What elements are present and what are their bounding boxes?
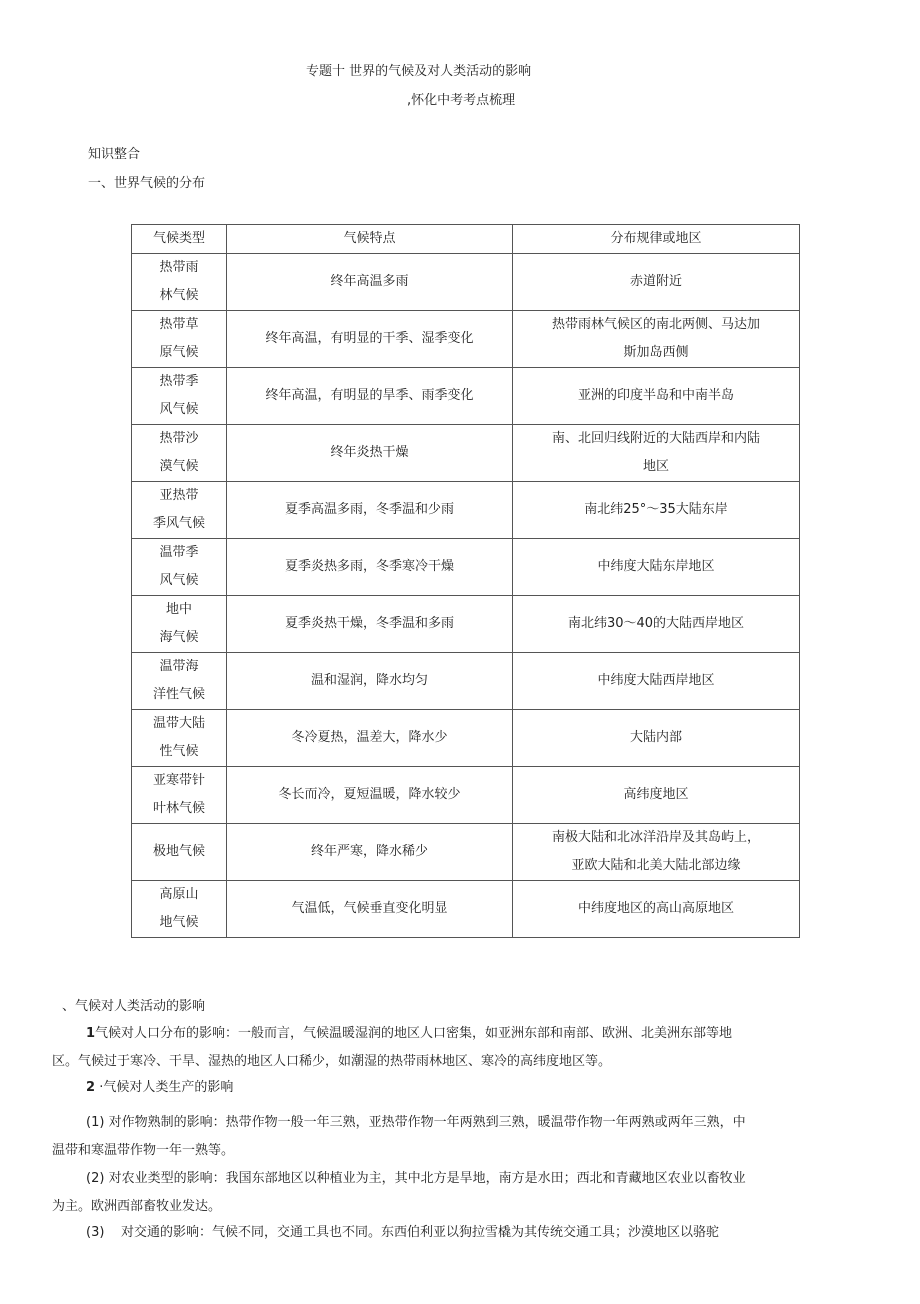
cell-text-line: 洋性气候 [152,687,205,702]
cell-text-line: 温和湿润，降水均匀 [310,673,428,688]
cell-text-line: 冬长而冷，夏短温暖，降水较少 [278,787,461,802]
cell-text-line: 终年高温，有明显的干季、湿季变化 [265,331,474,346]
header-cell-type: 气候类型 [132,225,227,254]
cell-text-line: 终年高温多雨 [330,274,409,289]
paragraph-text: 对作物熟制的影响：热带作物一般一年三熟，亚热带作物一年两熟到三熟，暖温带作物一年两熟或两年三熟，中温带和寒温带作物一年一熟等。 [52,1115,746,1158]
cell-text-line: 气温低，气候垂直变化明显 [291,901,448,916]
paragraph-number: (3) [86,1225,105,1240]
cell-text-line: 亚欧大陆和北美大陆北部边缘 [571,858,741,873]
cell-climate-feature [227,311,513,368]
cell-text-line: 赤道附近 [629,274,682,289]
cell-climate-type [132,254,227,311]
cell-climate-type [132,653,227,710]
cell-text-line: 热带草 [159,317,199,332]
cell-text-line: 中纬度大陆西岸地区 [597,673,715,688]
cell-text-line: 夏季炎热多雨，冬季寒冷干燥 [284,559,454,574]
cell-climate-region [513,368,800,425]
cell-text-line: 风气候 [159,402,199,417]
paragraph-population [52,1020,752,1076]
cell-climate-region [513,710,800,767]
paragraph-number: (1) [86,1115,105,1130]
section-heading-climate-distribution: 一、世界气候的分布 [88,176,206,191]
table-row [132,596,800,653]
cell-climate-region [513,824,800,881]
cell-text-line: 热带沙 [159,431,199,446]
table-row [132,881,800,938]
cell-climate-region [513,653,800,710]
cell-text-line: 性气候 [159,744,199,759]
cell-climate-type [132,881,227,938]
cell-text-line: 中纬度地区的高山高原地区 [577,901,734,916]
cell-text-line: 温带大陆 [152,716,205,731]
cell-climate-region [513,596,800,653]
cell-text-line: 热带雨 [159,260,199,275]
cell-text-line: 南北纬25°～35大陆东岸 [584,502,728,517]
table-row [132,482,800,539]
paragraph-text: 气候对人口分布的影响：一般而言，气候温暖湿润的地区人口密集，如亚洲东部和南部、欧洲、北美洲东部等地区。气候过于寒冷、干旱、湿热的地区人口稀少，如潮湿的热带雨林地区、寒冷的高纬度地区等。 [52,1026,733,1069]
cell-text-line: 地气候 [159,915,199,930]
table-row [132,368,800,425]
paragraph-number: 2 [86,1080,96,1095]
climate-table [131,224,800,938]
cell-text-line: 地区 [642,459,669,474]
cell-text-line: 温带海 [159,659,199,674]
header-cell-region: 分布规律或地区 [513,225,800,254]
cell-text-line: 漠气候 [159,459,199,474]
cell-text-line: 地中 [165,602,192,617]
table-row [132,767,800,824]
table-row [132,539,800,596]
cell-climate-type [132,710,227,767]
cell-climate-region [513,254,800,311]
table-row [132,653,800,710]
cell-text-line: 南、北回归线附近的大陆西岸和内陆 [551,431,760,446]
cell-climate-feature [227,254,513,311]
cell-climate-type [132,425,227,482]
page-title: 专题十 世界的气候及对人类活动的影响 [306,64,532,79]
cell-text-line: 高纬度地区 [623,787,689,802]
paragraph-production-heading [86,1074,233,1102]
cell-climate-feature [227,368,513,425]
cell-climate-region [513,482,800,539]
cell-text-line: 南极大陆和北冰洋沿岸及其岛屿上， [551,830,760,845]
cell-text-line: 夏季炎热干燥，冬季温和多雨 [284,616,454,631]
paragraph-text: 对农业类型的影响：我国东部地区以种植业为主，其中北方是旱地，南方是水田；西北和青藏地区农业以畜牧业为主。欧洲西部畜牧业发达。 [52,1171,746,1214]
cell-climate-feature [227,596,513,653]
table-row [132,710,800,767]
table-row [132,425,800,482]
page-subtitle: ,怀化中考考点梳理 [407,93,516,108]
section-heading-knowledge: 知识整合 [88,147,141,162]
cell-text-line: 高原山 [159,887,199,902]
cell-text-line: 叶林气候 [152,801,205,816]
cell-climate-region [513,311,800,368]
cell-climate-feature [227,767,513,824]
cell-text-line: 温带季 [159,545,199,560]
cell-climate-type [132,824,227,881]
paragraph-text: ·气候对人类生产的影响 [99,1080,234,1095]
cell-text-line: 极地气候 [152,844,205,859]
cell-climate-feature [227,710,513,767]
paragraph-crop-maturity [52,1109,752,1165]
cell-text-line: 大陆内部 [629,730,682,745]
cell-climate-type [132,368,227,425]
cell-climate-feature [227,653,513,710]
cell-text-line: 热带雨林气候区的南北两侧、马达加 [551,317,760,332]
cell-text-line: 终年严寒，降水稀少 [310,844,428,859]
cell-climate-region [513,425,800,482]
cell-climate-region [513,767,800,824]
section-heading-climate-impact: 、气候对人类活动的影响 [62,999,206,1014]
table-header-row [132,225,800,254]
cell-text-line: 海气候 [159,630,199,645]
cell-climate-feature [227,881,513,938]
cell-climate-type [132,767,227,824]
cell-climate-type [132,539,227,596]
cell-text-line: 林气候 [159,288,199,303]
cell-text-line: 终年炎热干燥 [330,445,409,460]
cell-text-line: 亚洲的印度半岛和中南半岛 [577,388,734,403]
cell-climate-type [132,482,227,539]
cell-climate-type [132,596,227,653]
paragraph-text: 对交通的影响：气候不同，交通工具也不同。东西伯利亚以狗拉雪橇为其传统交通工具；沙漠地区以骆驼 [120,1225,719,1240]
cell-text-line: 终年高温，有明显的旱季、雨季变化 [265,388,474,403]
paragraph-number: (2) [86,1171,105,1186]
cell-text-line: 冬冷夏热，温差大，降水少 [291,730,448,745]
table-row [132,254,800,311]
paragraph-transport [52,1219,752,1247]
cell-climate-region [513,881,800,938]
cell-climate-feature [227,539,513,596]
cell-climate-region [513,539,800,596]
cell-climate-type [132,311,227,368]
cell-text-line: 热带季 [159,374,199,389]
cell-text-line: 风气候 [159,573,199,588]
cell-text-line: 中纬度大陆东岸地区 [597,559,715,574]
cell-text-line: 原气候 [159,345,199,360]
paragraph-agriculture [52,1165,752,1221]
cell-text-line: 亚热带 [159,488,199,503]
table-row [132,824,800,881]
cell-text-line: 斯加岛西侧 [623,345,689,360]
cell-climate-feature [227,824,513,881]
cell-climate-feature [227,482,513,539]
table-row [132,311,800,368]
cell-text-line: 南北纬30～40的大陆西岸地区 [567,616,745,631]
cell-text-line: 季风气候 [152,516,205,531]
cell-text-line: 夏季高温多雨，冬季温和少雨 [284,502,454,517]
header-cell-feature: 气候特点 [227,225,513,254]
cell-text-line: 亚寒带针 [152,773,205,788]
cell-climate-feature [227,425,513,482]
paragraph-number: 1 [86,1026,96,1041]
